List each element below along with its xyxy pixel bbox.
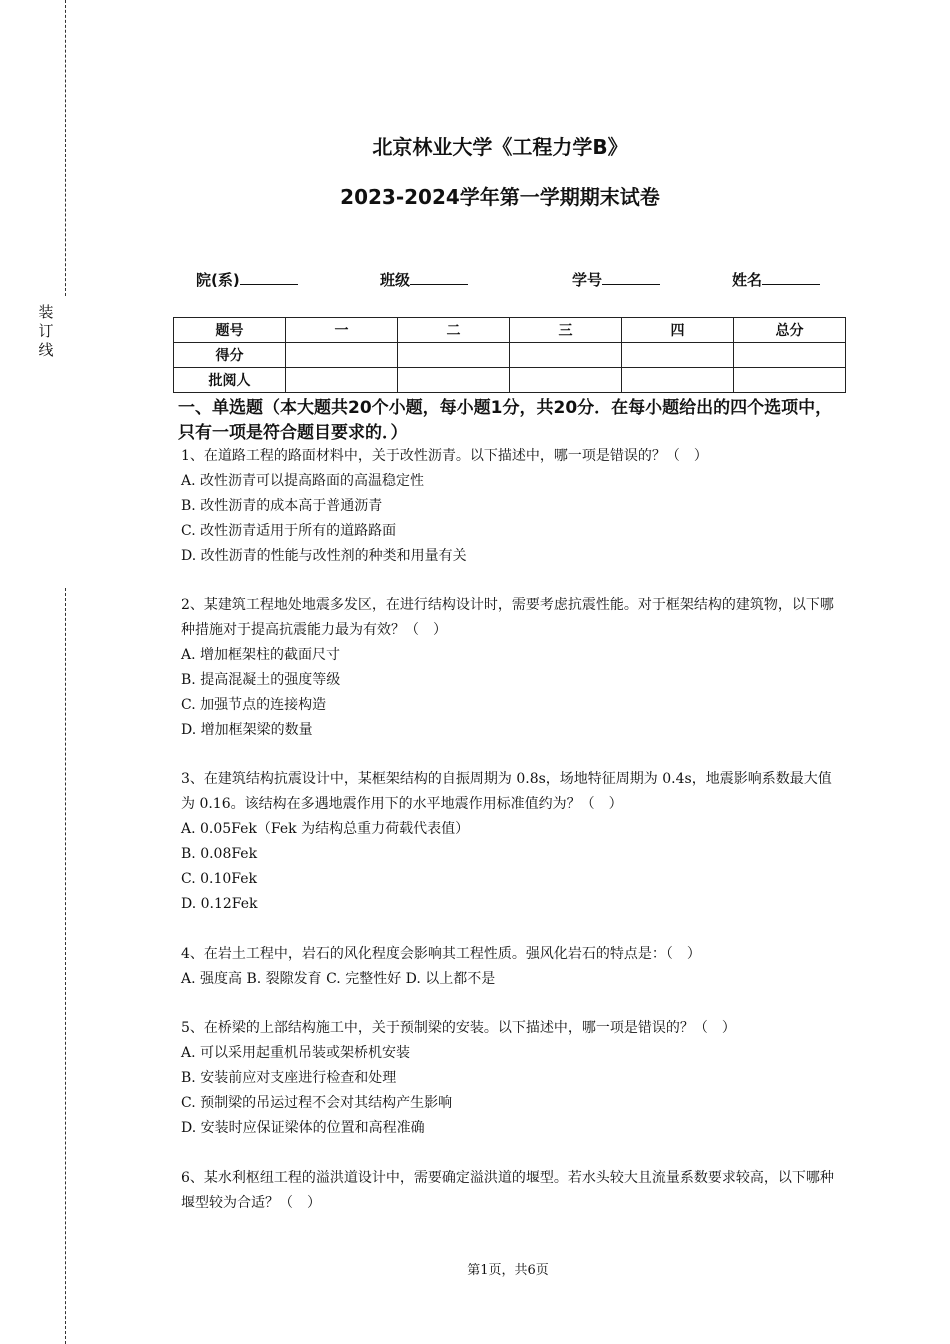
reviewer-cell[interactable]: [398, 368, 510, 393]
option-a: A. 改性沥青可以提高路面的高温稳定性: [181, 473, 425, 489]
fill-blank[interactable]: [240, 269, 298, 285]
binding-char: 装: [38, 303, 54, 321]
reviewer-cell[interactable]: [510, 368, 622, 393]
info-label: 姓名: [732, 271, 763, 289]
question-5: [181, 1016, 843, 1141]
page-footer: 第1页，共6页: [467, 1263, 549, 1278]
option-b: B. 提高混凝土的强度等级: [181, 672, 341, 688]
exam-title: 北京林业大学《工程力学B》: [372, 135, 628, 159]
fill-blank[interactable]: [602, 269, 660, 285]
score-cell[interactable]: [510, 343, 622, 368]
question-stem: 3、在建筑结构抗震设计中，某框架结构的自振周期为 0.8s，场地特征周期为 0.4s，地震影响系数最大值为 0.16。该结构在多遇地震作用下的水平地震作用标准值约为？（ ）: [181, 771, 832, 812]
option-d: D. 增加框架梁的数量: [181, 722, 313, 738]
info-field-department: [196, 269, 298, 290]
score-cell[interactable]: [398, 343, 510, 368]
reviewer-cell[interactable]: [286, 368, 398, 393]
question-1: [181, 444, 843, 569]
info-field-student-id: [572, 269, 660, 290]
question-stem: 1、在道路工程的路面材料中，关于改性沥青。以下描述中，哪一项是错误的？（ ）: [181, 448, 708, 464]
question-stem: 2、某建筑工程地处地震多发区，在进行结构设计时，需要考虑抗震性能。对于框架结构的建筑物，以下哪种措施对于提高抗震能力最为有效？（ ）: [181, 597, 834, 638]
section-heading: 一、单选题（本大题共20个小题，每小题1分，共20分．在每小题给出的四个选项中，只有一项是符合题目要求的．）: [178, 398, 833, 443]
option-a: A. 增加框架柱的截面尺寸: [181, 647, 341, 663]
score-table: [173, 317, 846, 393]
option-c: C. 加强节点的连接构造: [181, 697, 327, 713]
info-label: 学号: [572, 271, 603, 289]
header-cell: 总分: [734, 318, 846, 343]
question-4: [181, 942, 843, 992]
reviewer-row: [174, 368, 846, 393]
score-row: [174, 343, 846, 368]
question-6: [181, 1166, 843, 1216]
option-a: A. 可以采用起重机吊装或架桥机安装: [181, 1045, 411, 1061]
question-stem: 4、在岩土工程中，岩石的风化程度会影响其工程性质。强风化岩石的特点是：（ ）: [181, 946, 701, 962]
info-label: 院(系): [196, 271, 240, 289]
option-c: C. 0.10Fek: [181, 871, 258, 887]
option-a: A. 0.05Fek（Fek 为结构总重力荷载代表值）: [181, 821, 470, 837]
option-c: C. 改性沥青适用于所有的道路路面: [181, 523, 397, 539]
binding-char: 订: [38, 322, 54, 340]
reviewer-cell[interactable]: [734, 368, 846, 393]
option-c: C. 预制梁的吊运过程不会对其结构产生影响: [181, 1095, 453, 1111]
option-d: D. 0.12Fek: [181, 896, 258, 912]
info-label: 班级: [380, 271, 411, 289]
score-table-header-row: [174, 318, 846, 343]
question-stem: 6、某水利枢纽工程的溢洪道设计中，需要确定溢洪道的堰型。若水头较大且流量系数要求较高，以下哪种堰型较为合适？（ ）: [181, 1170, 834, 1211]
option-b: B. 0.08Fek: [181, 846, 258, 862]
score-cell[interactable]: [734, 343, 846, 368]
question-stem: 5、在桥梁的上部结构施工中，关于预制梁的安装。以下描述中，哪一项是错误的？（ ）: [181, 1020, 736, 1036]
option-d: D. 改性沥青的性能与改性剂的种类和用量有关: [181, 548, 467, 564]
info-field-name: [732, 269, 820, 290]
fill-blank[interactable]: [410, 269, 468, 285]
header-cell: 四: [622, 318, 734, 343]
score-cell[interactable]: [286, 343, 398, 368]
reviewer-cell[interactable]: [622, 368, 734, 393]
row-label: 批阅人: [174, 368, 286, 393]
binding-char: 线: [38, 341, 54, 359]
info-field-class: [380, 269, 468, 290]
option-d: D. 安装时应保证梁体的位置和高程准确: [181, 1120, 425, 1136]
header-cell: 二: [398, 318, 510, 343]
header-cell: 一: [286, 318, 398, 343]
header-cell: 三: [510, 318, 622, 343]
options-inline: A. 强度高 B. 裂隙发育 C. 完整性好 D. 以上都不是: [181, 971, 496, 987]
question-2: [181, 593, 843, 743]
exam-subtitle: 2023-2024学年第一学期期末试卷: [340, 185, 660, 209]
option-b: B. 安装前应对支座进行检查和处理: [181, 1070, 397, 1086]
binding-label: [37, 303, 55, 360]
score-cell[interactable]: [622, 343, 734, 368]
fill-blank[interactable]: [762, 269, 820, 285]
option-b: B. 改性沥青的成本高于普通沥青: [181, 498, 383, 514]
header-cell: 题号: [174, 318, 286, 343]
question-3: [181, 767, 843, 917]
binding-line-bottom: [65, 588, 66, 1344]
row-label: 得分: [174, 343, 286, 368]
